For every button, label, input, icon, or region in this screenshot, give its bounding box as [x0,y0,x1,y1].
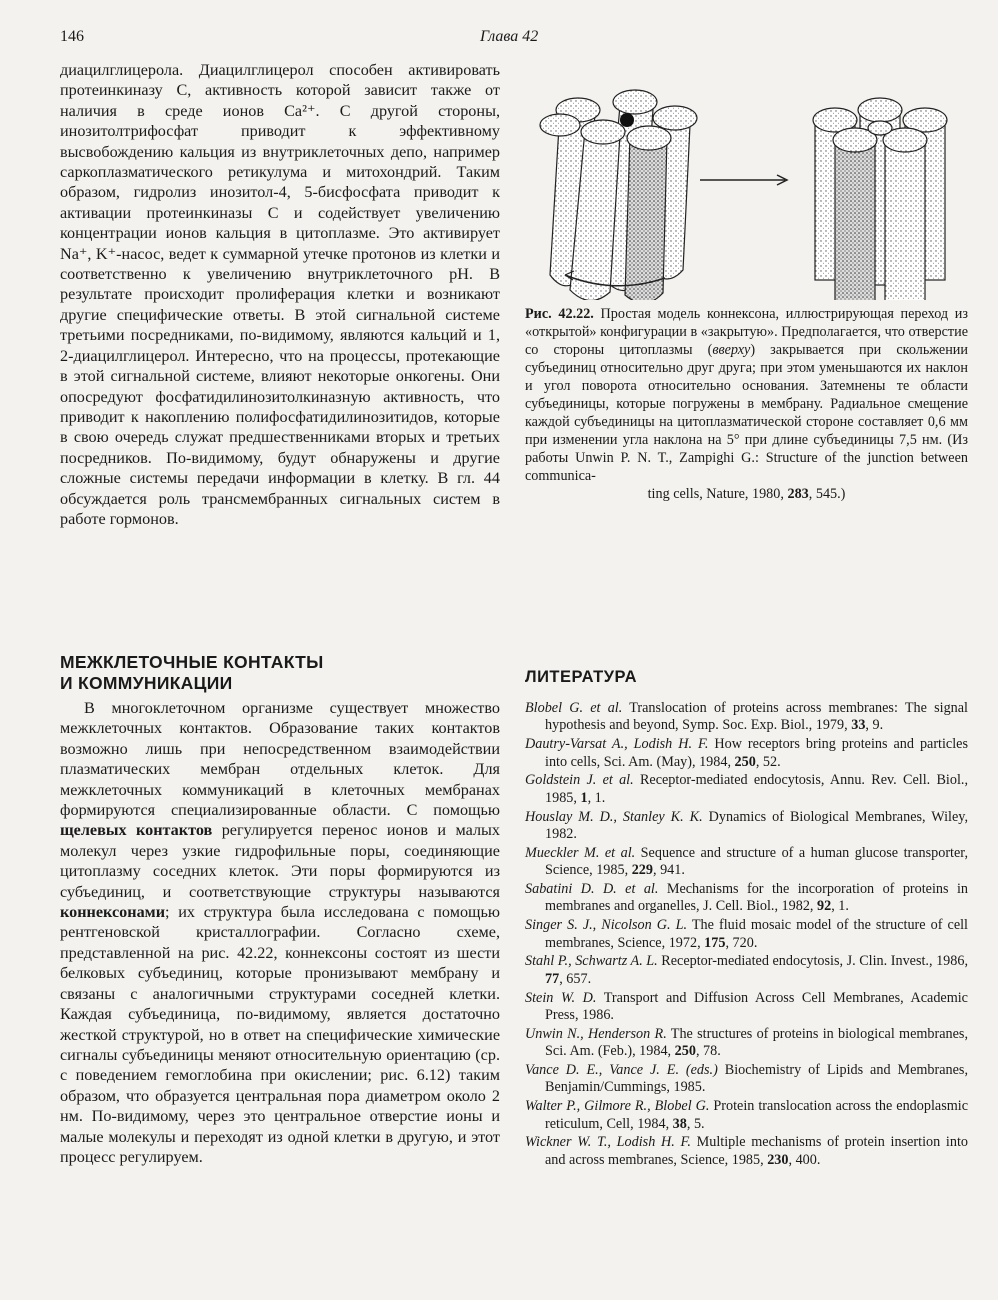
reference-item [525,1134,968,1169]
ref-text: Biochemistry of Lipids and Membranes, Benjamin/Cummings, 1985. [545,1062,968,1096]
reference-item [525,845,968,880]
reference-item [525,917,968,952]
left-column-top [60,60,500,529]
continued-paragraph: диацилглицерола. Диацилглицерол способен активировать протеинкиназу С, активность которой зависит также от наличия в среде ионов Ca²⁺. С другой стороны, инозитолтрифосфат приводит к эффективному высвобождению кальция из внутриклеточных депо, например саркоплазматического ретикулума и митохондрий. Таким образом, гидролиз инозитол-4, 5-бисфосфата приводит к активации протеинкиназы С и содействует увеличению концентрации ионов кальция в цитоплазме. Это активирует Na⁺, K⁺-насос, ведет к суммарной утечке протонов из клетки и соответственно к увеличению внутриклеточного pH. В результате происходит пролиферация клетки и возникают другие специфические ответы. В этой сигнальной системе третьими посредниками, по-видимому, являются кальций и 1, 2-диацилглицерол. Интересно, что на процессы, протекающие в этой сигнальной системе, влияют некоторые онкогены. Они опосредуют фосфатидилинозитолкиназную активность, что приводит к накоплению полифосфатидилинозитидов, которые в свою очередь служат предшественниками вторых и третьих посредников. По-видимому, будут обнаружены и другие сложные системы передачи информации в клетку. В гл. 44 обсуждается роль трансмембранных сигнальных систем в работе гормонов. [60,61,500,528]
reference-item [525,881,968,916]
ref-pages: , 720. [725,934,758,951]
ref-volume: 230 [767,1151,789,1168]
caption-last-a: ting cells, Nature, 1980, [647,486,788,502]
term-connexons: коннексонами [60,903,166,922]
ref-authors: Houslay M. D., Stanley K. K. [525,808,703,825]
ref-authors: Goldstein J. et al. [525,772,634,789]
ref-volume: 92 [817,898,832,915]
caption-label: Рис. 42.22. [525,306,594,322]
caption-italic: вверху [712,342,751,358]
ref-volume: 1 [580,789,588,806]
ref-text: Transport and Diffusion Across Cell Membranes, Academic Press, 1986. [545,989,968,1024]
figure-caption [525,305,968,503]
ref-pages: , 78. [695,1043,721,1060]
caption-text-a: Простая модель коннексона, иллюстрирующая переход из «открытой» конфигурации в «закрытую». Предполагается, что отверстие со стороны цитоплазмы ( [525,306,968,358]
ref-authors: Singer S. J., Nicolson G. L. [525,917,688,934]
ref-volume: 33 [851,717,866,734]
section-body [60,698,500,1167]
reference-item [525,1062,968,1097]
literature-title: ЛИТЕРАТУРА [525,668,637,686]
ref-text: Protein translocation across the endoplasmic reticulum, Cell, 1984, [545,1098,968,1132]
reference-item [525,1098,968,1133]
section-text-b: регулируется перенос ионов и малых молекул через узкие гидрофильные поры, соединяющие цитоплазму соседних клеток. Эти поры формируются из субъединиц, и соответствующие структуры называются [60,821,500,901]
ref-text: Sequence and structure of a human glucose transporter, Science, 1985, [545,844,968,879]
connexon-figure [525,60,968,300]
caption-last-b: , 545.) [808,486,846,502]
section-title [60,652,500,694]
ref-authors: Dautry-Varsat A., Lodish H. F. [525,736,709,753]
reference-item [525,953,968,988]
section-text-c: ; их структура была исследована с помощью рентгеновской кристаллографии. Согласно схеме, представленной на рис. 42.22, коннексоны состоят из шести белковых субъединиц, которые пронизывают мембрану и связаны с аналогичными структурами соседней клетки. Каждая субъединица, по-видимому, является достаточно жесткой структурой, но в ответ на специфические химические сигналы субъединицы меняют относительную ориентацию (ср. с поведением гемоглобина при окислении; рис. 6.12) таким образом, что образуется центральная пора диаметром около 2 нм. По-видимому, через это центральное отверстие ионы и малые молекулы и переходят из одной клетки в другую, и этот процесс регулируем. [60,903,500,1166]
reference-item [525,1026,968,1061]
ref-text: How receptors bring proteins and particles into cells, Sci. Am. (May), 1984, [545,736,968,770]
reference-item [525,700,968,735]
section-title-line2: И КОММУНИКАЦИИ [60,673,233,693]
caption-last-line [525,485,968,503]
ref-text: Receptor-mediated endocytosis, Annu. Rev. Cell. Biol., 1985, [545,772,968,806]
ref-authors: Sabatini D. D. et al. [525,881,659,898]
reference-item [525,990,968,1025]
ref-pages: , 1. [587,789,606,806]
reference-item [525,772,968,807]
ref-volume: 38 [672,1115,687,1132]
ref-authors: Wickner W. T., Lodish H. F. [525,1134,691,1151]
ref-text: The fluid mosaic model of the structure of cell membranes, Science, 1972, [545,917,968,951]
ref-pages: , 1. [831,898,849,915]
ref-text: Multiple mechanisms of protein insertion into and across membranes, Science, 1985, [545,1134,968,1168]
ref-pages: , 657. [559,970,592,987]
ref-volume: 175 [704,934,726,951]
caption-last-vol: 283 [787,486,809,502]
ref-text: Translocation of proteins across membranes: The signal hypothesis and beyond, Symp. Soc. Exp. Biol., 1979, [545,700,968,734]
closed-connexon [813,98,947,300]
reference-item [525,736,968,771]
ref-pages: , 52. [755,753,781,770]
ref-authors: Stein W. D. [525,989,597,1006]
section-paragraph [60,698,500,1167]
transition-arrow [700,175,787,185]
reference-item [525,809,968,844]
term-gap-junctions: щелевых контактов [60,821,213,840]
page-number: 146 [60,28,84,45]
ref-authors: Walter P., Gilmore R., Blobel G. [525,1098,710,1115]
ref-authors: Stahl P., Schwartz A. L. [525,953,658,970]
running-head: Глава 42 [480,28,539,45]
ref-pages: , 9. [865,717,884,734]
ref-volume: 229 [631,862,653,879]
ref-volume: 77 [545,970,560,987]
ref-volume: 250 [674,1043,696,1060]
ref-volume: 250 [734,753,756,770]
ref-text: Dynamics of Biological Membranes, Wiley, 1982. [545,808,968,843]
ref-text: The structures of proteins in biological membranes, Sci. Am. (Feb.), 1984, [545,1025,968,1060]
ref-pages: , 5. [686,1115,705,1132]
ref-text: Receptor-mediated endocytosis, J. Clin. Invest., 1986, [657,953,968,970]
open-connexon [540,90,697,300]
ref-authors: Vance D. E., Vance J. E. (eds.) [525,1062,718,1079]
ref-pages: , 941. [652,862,685,879]
ref-authors: Blobel G. et al. [525,700,623,716]
ref-text: Mechanisms for the incorporation of proteins in membranes and organelles, J. Cell. Biol., 1982, [545,881,968,915]
ref-authors: Unwin N., Henderson R. [525,1025,667,1042]
reference-list [525,700,968,1171]
section-text-a: В многоклеточном организме существует множество межклеточных контактов. Образование таких контактов возможно лишь при непосредственном взаимодействии плазматических мембран отдельных клеток. Для межклеточных коммуникаций в клеточных мембранах формируются специализированные области. С помощью [60,699,500,820]
ref-authors: Mueckler M. et al. [525,844,636,861]
connexon-illustration [525,60,968,300]
section-title-line1: МЕЖКЛЕТОЧНЫЕ КОНТАКТЫ [60,652,324,672]
ref-pages: , 400. [788,1151,821,1168]
caption-text-b: ) закрывается при скольжении субъединиц относительно друг друга; при этом уменьшаются их наклон и угол поворота относительно основания. Затемнены те области субъединицы, которые погружены в мембрану. Радиальное смещение каждой субъединицы на цитоплазматической стороне составляет 0,6 мм при изменении угла наклона на 5° при длине субъединицы 7,5 нм. (Из работы Unwin P. N. T., Zampighi G.: Structure of the junction between communica- [525,342,968,484]
